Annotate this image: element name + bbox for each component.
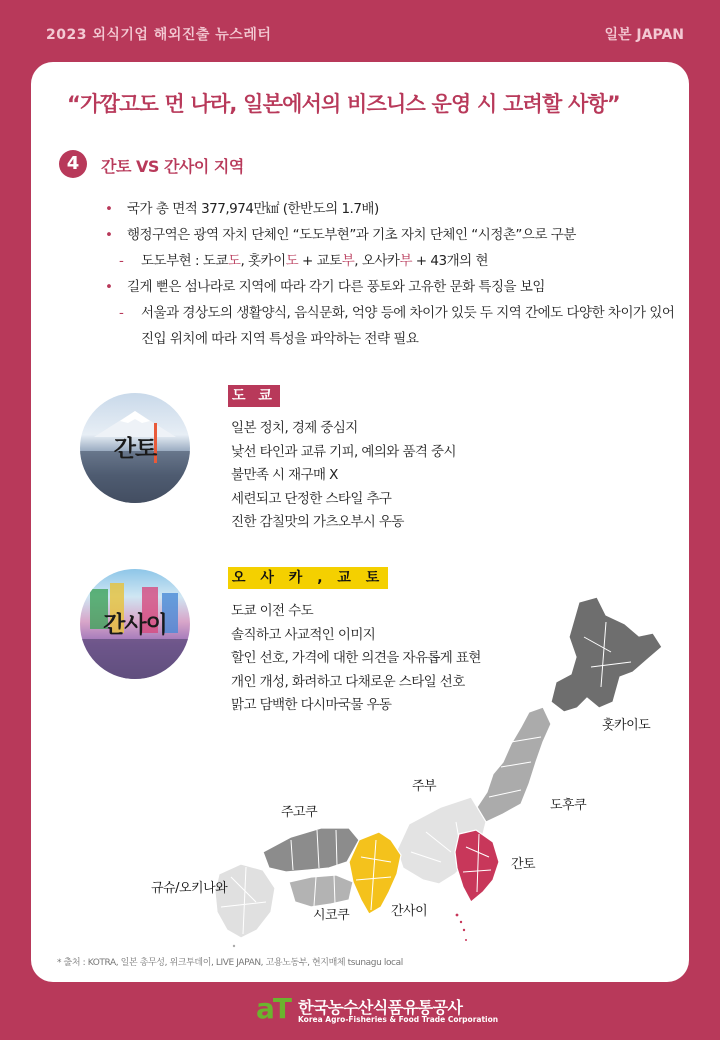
newsletter-title: 2023 외식기업 해외진출 뉴스레터 [46, 27, 272, 43]
map-label-hokkaido: 홋카이도 [602, 718, 651, 733]
kansai-trait-item: 맑고 담백한 다시마국물 우동 [231, 697, 392, 713]
kanto-trait-item: 진한 감칠맛의 가츠오부시 우동 [231, 514, 404, 530]
source-note: * 출처 : KOTRA, 일본 총무성, 위크투데이, LIVE JAPAN, 고용노동부, 현지매체 tsunagu local [57, 958, 403, 968]
map-label-kanto: 간토 [511, 857, 536, 872]
kansai-trait-item: 개인 개성, 화려하고 다채로운 스타일 선호 [231, 673, 465, 690]
osaka-kyoto-tag: 오 사 카 , 교 토 [228, 567, 388, 589]
map-label-shikoku: 시코쿠 [313, 908, 350, 923]
sub-bullet-prefectures: - 도도부현 : 도쿄도, 홋카이도 + 교토부, 오사카부 + 43개의 현 [103, 248, 678, 274]
bullet-culture: • 길게 뻗은 섬나라로 지역에 따라 각기 다른 풍토와 고유한 문화 특징을 보임 [103, 274, 678, 300]
content-card [31, 62, 689, 982]
kansai-trait-list [231, 600, 481, 718]
sub-bullet-strategy: - 서울과 경상도의 생활양식, 음식문화, 억양 등에 차이가 있듯 두 지역 간에도 다양한 차이가 있어 진입 위치에 따라 지역 특성을 파악하는 전략 필요 [103, 300, 678, 352]
map-label-chugoku: 주고쿠 [281, 805, 318, 820]
at-logo-mark: aT [256, 992, 291, 1025]
section-number-badge: 4 [59, 150, 87, 178]
kanto-trait-item: 세련되고 단정한 스타일 추구 [231, 490, 392, 507]
map-chugoku [263, 828, 359, 872]
map-label-kyushu: 규슈/오키나와 [151, 881, 228, 896]
kanto-photo-circle [80, 393, 190, 503]
kanto-trait-item: 낯선 타인과 교류 기피, 예의와 품격 중시 [231, 443, 456, 460]
kansai-circle-label: 간사이 [103, 612, 167, 638]
country-label: 일본 JAPAN [604, 27, 684, 43]
kansai-photo-circle [80, 569, 190, 679]
section-title: 간토 VS 간사이 지역 [101, 157, 244, 176]
map-label-chubu: 주부 [412, 779, 437, 794]
kansai-trait-item: 할인 선호, 가격에 대한 의견을 자유롭게 표현 [231, 650, 481, 666]
kansai-trait-item: 솔직하고 사교적인 이미지 [231, 626, 376, 643]
map-kyushu [215, 864, 275, 938]
bullet-admin: • 행정구역은 광역 자치 단체인 “도도부현”과 기초 자치 단체인 “시정촌”으로 구분 [103, 222, 678, 248]
tokyo-tag: 도 쿄 [228, 385, 280, 407]
kanto-trait-item: 불만족 시 재구매 X [231, 467, 338, 483]
map-label-kansai: 간사이 [391, 904, 428, 919]
org-name-english: Korea Agro-Fisheries & Food Trade Corporation [298, 1015, 499, 1024]
kansai-trait-item: 도쿄 이전 수도 [231, 603, 314, 619]
kanto-trait-item: 일본 정치, 경제 중심지 [231, 420, 358, 436]
org-name-korean: 한국농수산식품유통공사 [298, 998, 463, 1017]
page-headline: “가깝고도 먼 나라, 일본에서의 비즈니스 운영 시 고려할 사항” [67, 92, 620, 116]
kanto-trait-list [231, 417, 456, 535]
top-banner [0, 0, 720, 62]
map-label-tohoku: 도후쿠 [550, 798, 587, 813]
map-hokkaido [551, 597, 662, 712]
bullet-area: • 국가 총 면적 377,974만㎢ (한반도의 1.7배) [103, 196, 678, 222]
map-shikoku [289, 875, 353, 907]
kanto-circle-label: 간토 [113, 436, 157, 462]
